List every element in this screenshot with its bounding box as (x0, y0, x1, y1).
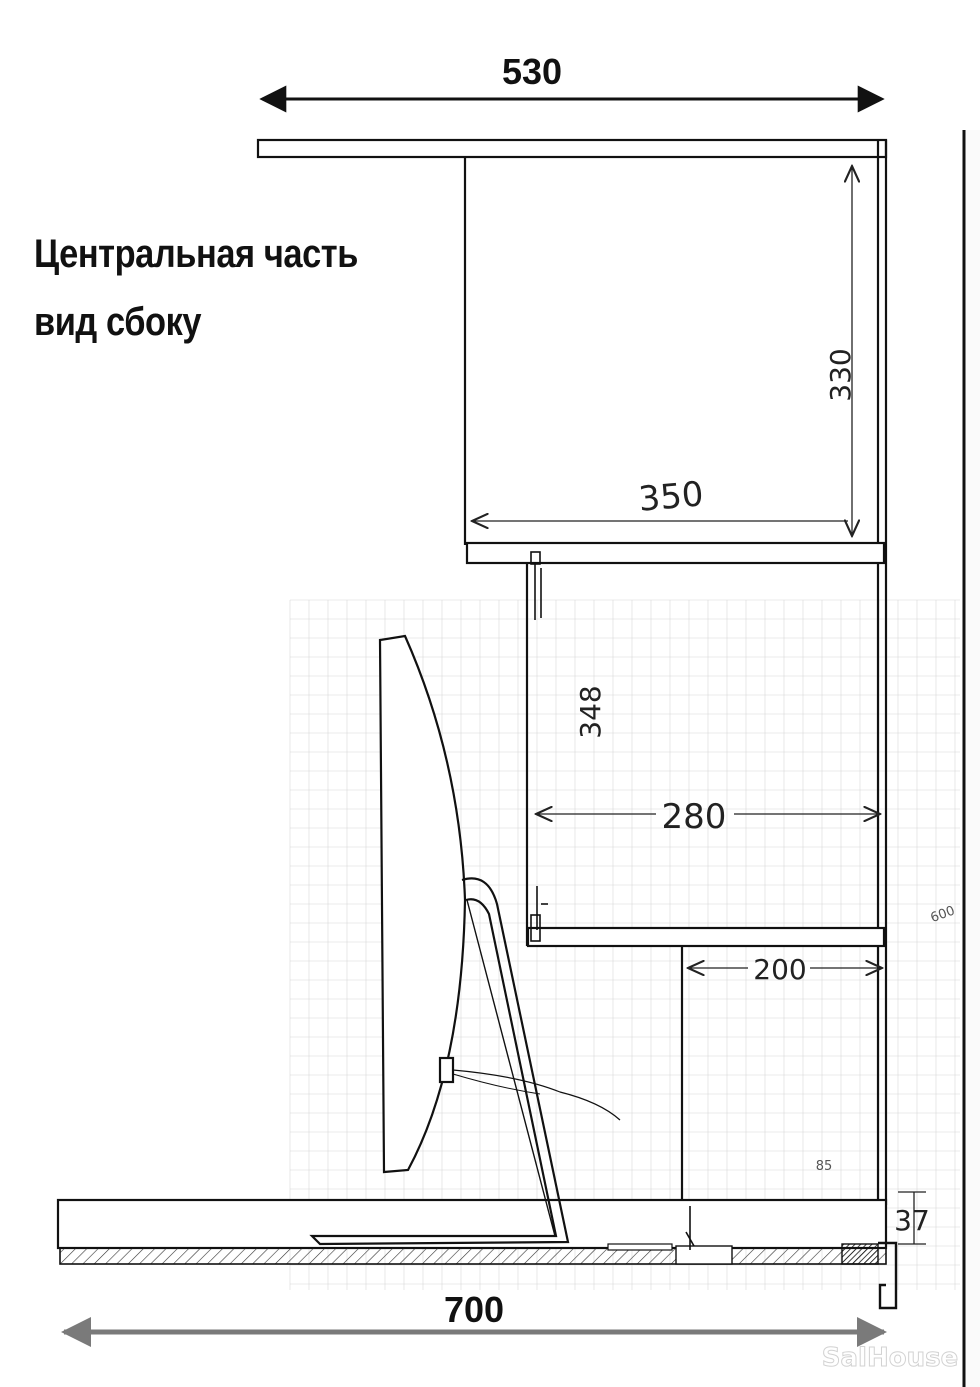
margin-note: 600 (928, 903, 958, 927)
label-total-width: 700 (443, 1289, 505, 1330)
desk-top-board (58, 1200, 886, 1248)
label-upper-height: 330 (824, 348, 857, 402)
label-middle-height: 348 (574, 685, 607, 739)
dimension-upper-depth (472, 474, 848, 521)
title-line-2: вид сбоку (34, 300, 202, 344)
dimension-middle-depth (536, 797, 880, 837)
label-middle-depth: 280 (661, 797, 727, 837)
monitor-button (440, 1058, 453, 1082)
upper-shelf-board (467, 543, 884, 563)
joint-block-2 (676, 1246, 732, 1264)
corner-block (842, 1244, 878, 1264)
dimension-base-height (894, 1192, 930, 1244)
label-small-note: 85 (815, 1159, 833, 1174)
monitor-screen (380, 636, 465, 1172)
title-line-1: Центральная часть (34, 232, 358, 276)
top-shelf-board (258, 140, 886, 157)
middle-shelf-board (528, 928, 884, 946)
desk-hatched-edge (60, 1248, 886, 1264)
label-top-width: 530 (501, 51, 563, 92)
label-lower-depth: 200 (753, 953, 807, 986)
dimension-lower-depth (688, 953, 882, 986)
label-base-height: 37 (894, 1204, 930, 1237)
watermark-logo: SalHouse (821, 1343, 959, 1373)
joint-block-1 (608, 1244, 672, 1250)
dimension-total-width (64, 1289, 884, 1332)
dimension-top-width (262, 51, 882, 99)
cabinet-outline (58, 140, 886, 1248)
dimension-middle-height (574, 685, 607, 738)
label-upper-depth: 350 (636, 474, 706, 520)
dimension-upper-height (824, 166, 857, 536)
